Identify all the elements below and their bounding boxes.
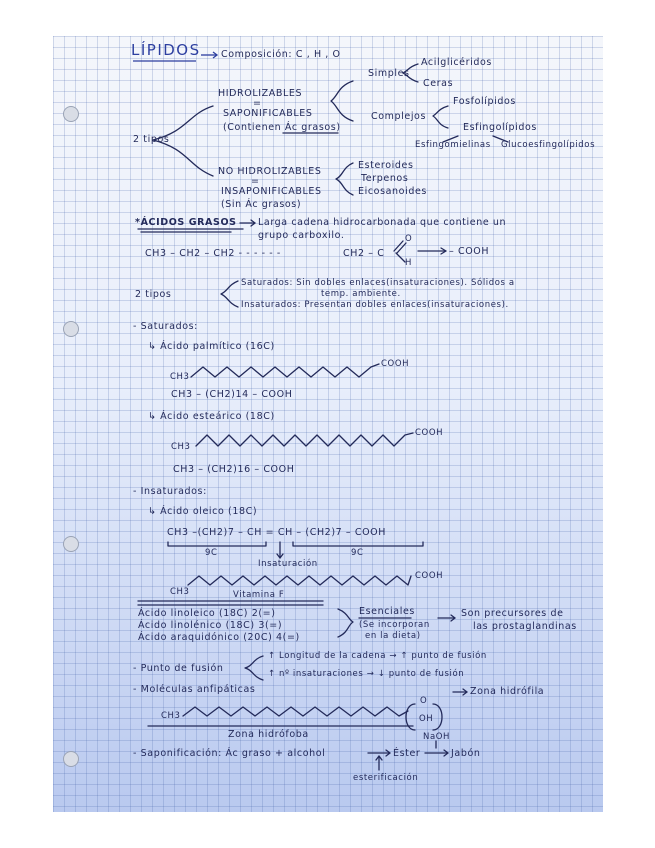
saponification-heading: - Saponificación: Ác graso + alcohol [133,748,326,759]
oxygen-atom: O [405,234,413,244]
saturated-definition: Saturados: Sin dobles enlaces(insaturaciones). Sólidos a [241,278,515,288]
glucosphingolipids-label: Glucoesfingolípidos [501,140,596,150]
hydroxyl-group: OH [419,714,434,724]
diet-note: (Se incorporan [359,620,430,630]
composition-text: Composición: C , H , O [221,49,341,60]
essential-label: Esenciales [359,606,415,617]
oxygen-atom: O [420,696,428,706]
stearic-formula: CH3 – (CH2)16 – COOH [173,464,295,475]
fatty-acid-definition-cont: grupo carboxilo. [258,230,345,241]
methyl-group: CH3 [171,442,191,452]
no-fatty-acids-note: (Sin Ác grasos) [221,199,302,210]
palmitic-acid-label: ↳ Ácido palmítico (16C) [148,341,275,352]
simple-lipids-label: Simples [368,68,410,79]
eicosanoids-label: Eicosanoides [358,186,427,197]
fatty-acids-heading: *ÁCIDOS GRASOS [135,217,237,228]
prostaglandin-note-cont: las prostaglandinas [473,621,577,632]
linoleic-acid: Ácido linoleico (18C) 2(=) [138,608,276,619]
cooh-group: – COOH [449,246,490,257]
chain-length-rule: ↑ Longitud de la cadena → ↑ punto de fusión [268,651,487,661]
saponifiable-label: SAPONIFICABLES [223,108,313,119]
saturated-heading: - Saturados: [133,321,198,332]
linolenic-acid: Ácido linolénico (18C) 3(=) [138,620,283,631]
waxes-label: Ceras [423,78,454,89]
ester-label: Éster [393,748,421,759]
room-temperature-note: temp. ambiente. [321,289,401,299]
carbon-count: 9C [205,548,218,558]
stearic-acid-label: ↳ Ácido esteárico (18C) [148,411,275,422]
oleic-acid-label: ↳ Ácido oleico (18C) [148,506,258,517]
prostaglandin-note: Son precursores de [461,608,564,619]
vitamin-f-label: Vitamina F [233,590,285,600]
hydrolyzable-label: HIDROLIZABLES [218,88,303,99]
terpenes-label: Terpenos [361,173,409,184]
fatty-acid-definition: Larga cadena hidrocarbonada que contiene un [258,217,507,228]
methyl-group: CH3 [161,711,181,721]
carbon-count: 9C [351,548,364,558]
acylglycerides-label: Acilglicéridos [421,57,492,68]
oleic-formula: CH3 –(CH2)7 – CH = CH – (CH2)7 – COOH [167,527,386,538]
amphipathic-heading: - Moléculas anfipáticas [133,684,256,695]
unsaturation-label: Insaturación [258,559,318,569]
naoh-label: NaOH [423,732,451,742]
sphingomyelins-label: Esfingomielinas [415,140,491,150]
hydrophobic-zone: Zona hidrófoba [228,729,309,740]
melting-point-heading: - Punto de fusión [133,663,224,674]
carboxyl-group: COOH [381,359,410,369]
steroids-label: Esteroides [358,160,414,171]
complex-lipids-label: Complejos [371,111,427,122]
notebook-page [53,36,603,812]
non-hydrolyzable-label: NO HIDROLIZABLES [218,166,322,177]
two-types-label: 2 tipos [135,289,172,300]
carboxyl-group: COOH [415,428,444,438]
unsaturated-definition: Insaturados: Presentan dobles enlaces(insaturaciones). [241,300,509,310]
phospholipids-label: Fosfolípidos [453,96,516,107]
diet-note-cont: en la dieta) [365,631,421,641]
soap-label: Jabón [451,748,481,759]
unsaturation-rule: ↑ nº insaturaciones → ↓ punto de fusión [268,669,465,679]
methyl-group: CH3 [170,372,190,382]
unsaturated-heading: - Insaturados: [133,486,207,497]
page-title: LÍPIDOS [131,41,201,59]
arachidonic-acid: Ácido araquidónico (20C) 4(=) [138,632,300,643]
hydrogen-atom: H [405,258,412,268]
carboxyl-group-formula: CH2 – C [343,248,385,259]
equivalence-mark: = [251,176,260,187]
methyl-group: CH3 [170,587,190,597]
esterification-label: esterificación [353,773,419,783]
equivalence-mark: = [253,98,262,109]
sphingolipids-label: Esfingolípidos [463,122,537,133]
contain-fatty-acids-note: (Contienen Ác grasos) [223,122,341,133]
unsaponifiable-label: INSAPONIFICABLES [221,186,322,197]
palmitic-formula: CH3 – (CH2)14 – COOH [171,389,293,400]
hydrocarbon-chain-formula: CH3 – CH2 – CH2 - - - - - - [145,248,281,259]
hydrophilic-zone: Zona hidrófila [470,686,545,697]
carboxyl-group: COOH [415,571,444,581]
two-types-label: 2 tipos [133,134,170,145]
